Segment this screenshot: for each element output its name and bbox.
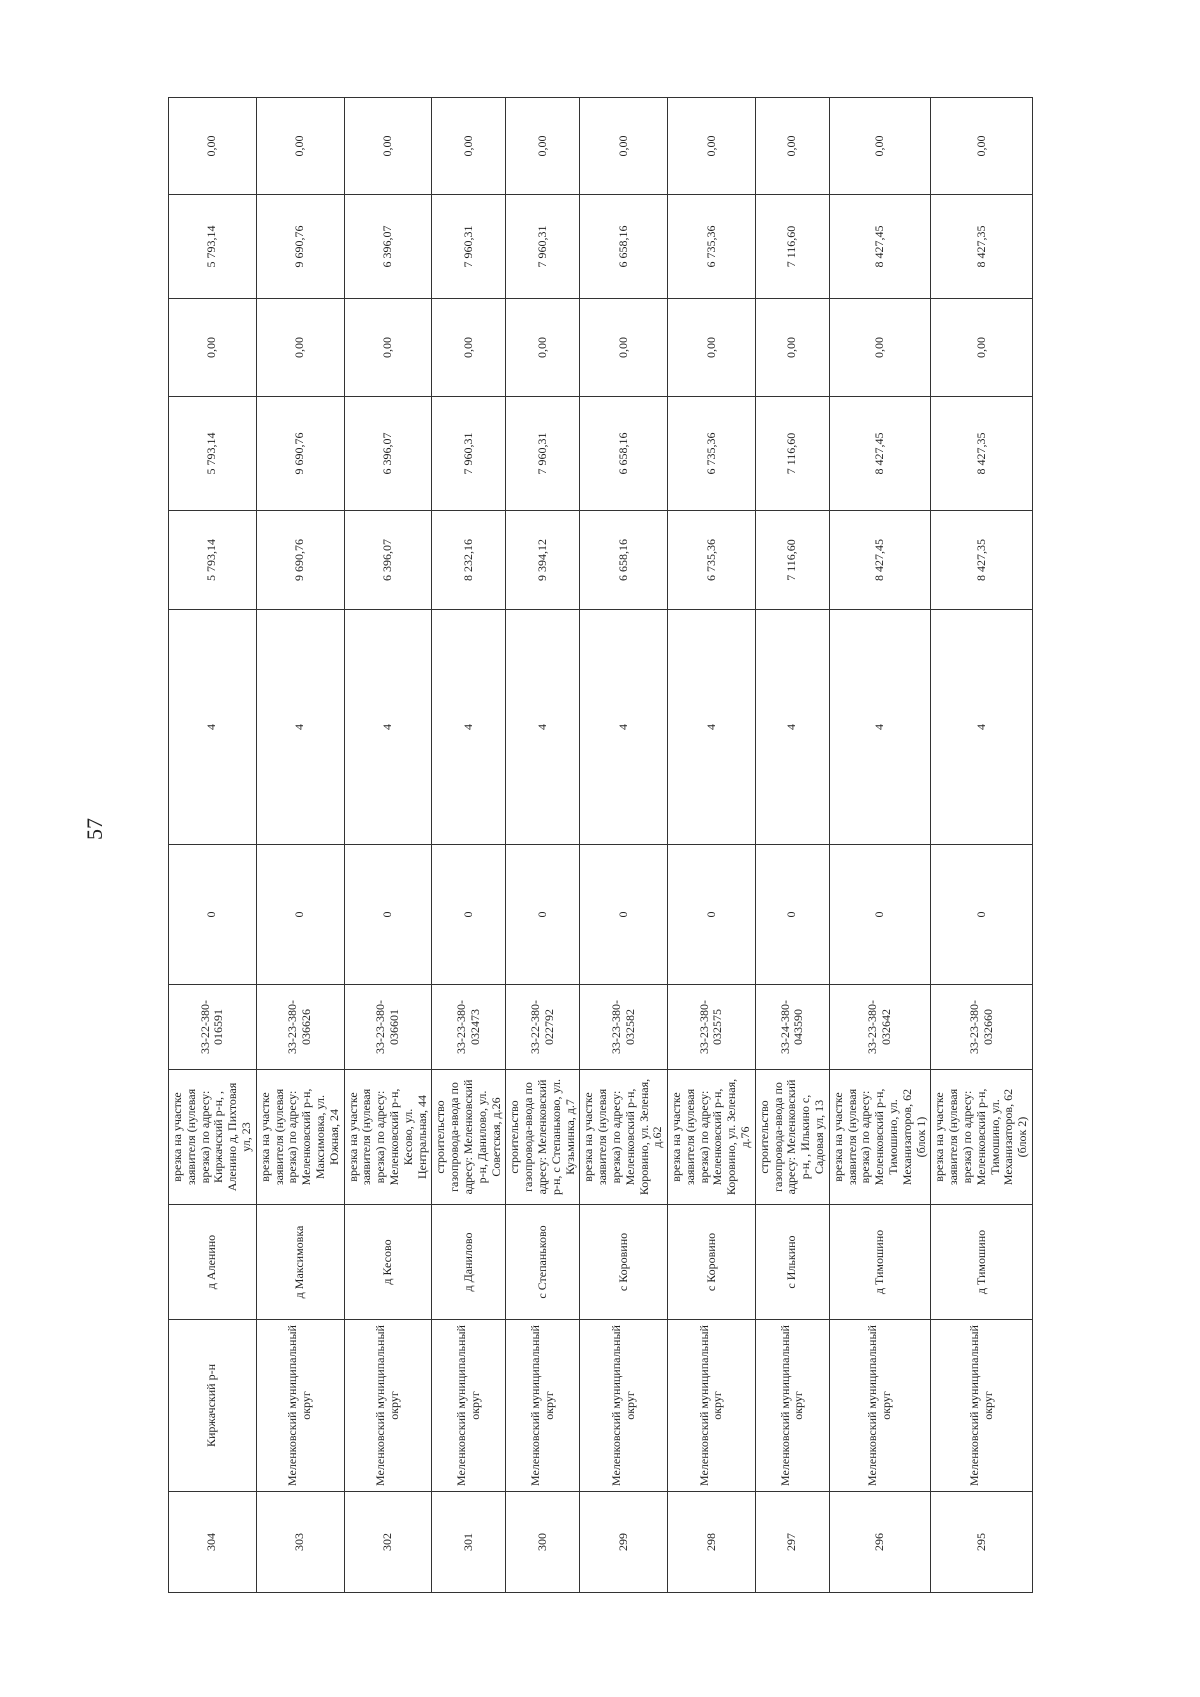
row-district: Меленковский муниципальный округ [344,1320,432,1492]
row-value-1: 7 116,60 [755,511,829,610]
row-code: 33-23-380-036626 [256,985,344,1070]
row-locality: д Максимовка [256,1205,344,1320]
row-locality: с Коровино [668,1205,756,1320]
table-row [344,98,432,1593]
row-index: 295 [931,1492,1033,1593]
row-value-2: 7 960,31 [506,397,580,511]
row-locality: д Аленино [169,1205,257,1320]
row-code: 33-23-380-032642 [829,985,931,1070]
table-row [755,98,829,1593]
row-district: Меленковский муниципальный округ [829,1320,931,1492]
row-index: 297 [755,1492,829,1593]
row-index: 299 [580,1492,668,1593]
row-index: 302 [344,1492,432,1593]
row-category: 4 [256,610,344,845]
row-value-5: 0,00 [755,98,829,195]
row-value-3: 0,00 [432,299,506,397]
row-zero-value: 0 [506,845,580,985]
row-description: врезка на участке заявителя (нулевая врезка) по адресу: Меленковский р-н, Коровино, ул. Зеленая, д.62 [580,1070,668,1205]
row-district: Киржачский р-н [169,1320,257,1492]
row-zero-value: 0 [169,845,257,985]
row-value-1: 6 396,07 [344,511,432,610]
table-row [169,98,257,1593]
row-value-5: 0,00 [506,98,580,195]
row-value-5: 0,00 [256,98,344,195]
row-value-1: 9 394,12 [506,511,580,610]
row-district: Меленковский муниципальный округ [432,1320,506,1492]
row-description: строительство газопровода-ввода по адресу: Меленковский р-н, с Степаньково, ул. Кузьминка, д.7 [506,1070,580,1205]
row-locality: д Тимошино [931,1205,1033,1320]
row-category: 4 [506,610,580,845]
table-row [506,98,580,1593]
table-row [931,98,1033,1593]
row-category: 4 [580,610,668,845]
row-value-3: 0,00 [668,299,756,397]
row-value-5: 0,00 [931,98,1033,195]
row-zero-value: 0 [344,845,432,985]
row-zero-value: 0 [668,845,756,985]
row-category: 4 [344,610,432,845]
row-district: Меленковский муниципальный округ [256,1320,344,1492]
row-value-2: 8 427,35 [931,397,1033,511]
row-index: 298 [668,1492,756,1593]
row-value-2: 7 116,60 [755,397,829,511]
row-code: 33-23-380-032660 [931,985,1033,1070]
rotated-table-container [168,98,1029,1593]
row-value-2: 6 396,07 [344,397,432,511]
row-value-4: 8 427,45 [829,195,931,299]
row-value-5: 0,00 [432,98,506,195]
row-locality: д Данилово [432,1205,506,1320]
row-description: врезка на участке заявителя (нулевая врезка) по адресу: Меленковский р-н, Тимошино, ул. Механизаторов, 62 (блок 2) [931,1070,1033,1205]
row-category: 4 [668,610,756,845]
page-number: 57 [82,818,107,840]
row-code: 33-22-380-016591 [169,985,257,1070]
row-description: врезка на участке заявителя (нулевая врезка) по адресу: Меленковский р-н, Тимошино, ул. Механизаторов, 62 (блок 1) [829,1070,931,1205]
row-code: 33-24-380-043590 [755,985,829,1070]
row-category: 4 [755,610,829,845]
row-value-2: 6 735,36 [668,397,756,511]
row-zero-value: 0 [931,845,1033,985]
row-category: 4 [931,610,1033,845]
table-row [580,98,668,1593]
row-value-3: 0,00 [931,299,1033,397]
row-district: Меленковский муниципальный округ [755,1320,829,1492]
row-value-3: 0,00 [344,299,432,397]
row-locality: д Кесово [344,1205,432,1320]
row-description: врезка на участке заявителя (нулевая врезка) по адресу: Киржачский р-н, , Аленино д, Пихтовая ул, 23 [169,1070,257,1205]
row-value-4: 7 960,31 [506,195,580,299]
row-value-4: 6 735,36 [668,195,756,299]
row-category: 4 [829,610,931,845]
row-value-4: 6 658,16 [580,195,668,299]
table-row [256,98,344,1593]
row-category: 4 [432,610,506,845]
row-value-5: 0,00 [580,98,668,195]
row-value-1: 6 658,16 [580,511,668,610]
row-index: 304 [169,1492,257,1593]
row-index: 300 [506,1492,580,1593]
row-index: 301 [432,1492,506,1593]
row-value-2: 6 658,16 [580,397,668,511]
row-value-1: 8 427,35 [931,511,1033,610]
row-district: Меленковский муниципальный округ [506,1320,580,1492]
row-district: Меленковский муниципальный округ [668,1320,756,1492]
table-body [169,98,1033,1593]
row-locality: с Степаньково [506,1205,580,1320]
row-locality: д Тимошино [829,1205,931,1320]
row-value-4: 6 396,07 [344,195,432,299]
row-description: врезка на участке заявителя (нулевая врезка) по адресу: Меленковский р-н, Коровино, ул. Зеленая, д.76 [668,1070,756,1205]
row-value-2: 5 793,14 [169,397,257,511]
row-value-5: 0,00 [668,98,756,195]
row-code: 33-22-380-022792 [506,985,580,1070]
row-zero-value: 0 [432,845,506,985]
table-row [829,98,931,1593]
data-table [168,97,1033,1593]
row-value-4: 9 690,76 [256,195,344,299]
row-zero-value: 0 [256,845,344,985]
row-value-4: 8 427,35 [931,195,1033,299]
row-value-1: 8 232,16 [432,511,506,610]
row-zero-value: 0 [829,845,931,985]
row-district: Меленковский муниципальный округ [580,1320,668,1492]
row-district: Меленковский муниципальный округ [931,1320,1033,1492]
row-value-4: 7 116,60 [755,195,829,299]
row-value-1: 9 690,76 [256,511,344,610]
row-value-3: 0,00 [580,299,668,397]
row-value-1: 5 793,14 [169,511,257,610]
row-value-2: 9 690,76 [256,397,344,511]
row-value-3: 0,00 [829,299,931,397]
row-description: строительство газопровода-ввода по адресу: Меленковский р-н, Данилово, ул. Советская, д.26 [432,1070,506,1205]
row-zero-value: 0 [580,845,668,985]
row-code: 33-23-380-036601 [344,985,432,1070]
row-description: врезка на участке заявителя (нулевая врезка) по адресу: Меленковский р-н, Кесово, ул. Центральная, 44 [344,1070,432,1205]
row-code: 33-23-380-032575 [668,985,756,1070]
row-index: 296 [829,1492,931,1593]
row-value-3: 0,00 [506,299,580,397]
row-code: 33-23-380-032582 [580,985,668,1070]
row-value-4: 5 793,14 [169,195,257,299]
row-value-3: 0,00 [755,299,829,397]
row-code: 33-23-380-032473 [432,985,506,1070]
row-value-5: 0,00 [829,98,931,195]
row-value-3: 0,00 [256,299,344,397]
table-row [668,98,756,1593]
row-value-4: 7 960,31 [432,195,506,299]
row-value-2: 8 427,45 [829,397,931,511]
row-value-3: 0,00 [169,299,257,397]
row-locality: с Коровино [580,1205,668,1320]
row-description: строительство газопровода-ввода по адресу: Меленковский р-н, , Илькино с, Садовая ул, 13 [755,1070,829,1205]
row-value-5: 0,00 [344,98,432,195]
table-row [432,98,506,1593]
row-locality: с Илькино [755,1205,829,1320]
row-value-1: 8 427,45 [829,511,931,610]
row-value-1: 6 735,36 [668,511,756,610]
row-zero-value: 0 [755,845,829,985]
row-value-5: 0,00 [169,98,257,195]
row-category: 4 [169,610,257,845]
row-index: 303 [256,1492,344,1593]
row-value-2: 7 960,31 [432,397,506,511]
row-description: врезка на участке заявителя (нулевая врезка) по адресу: Меленковский р-н, Максимовка, ул. Южная, 24 [256,1070,344,1205]
